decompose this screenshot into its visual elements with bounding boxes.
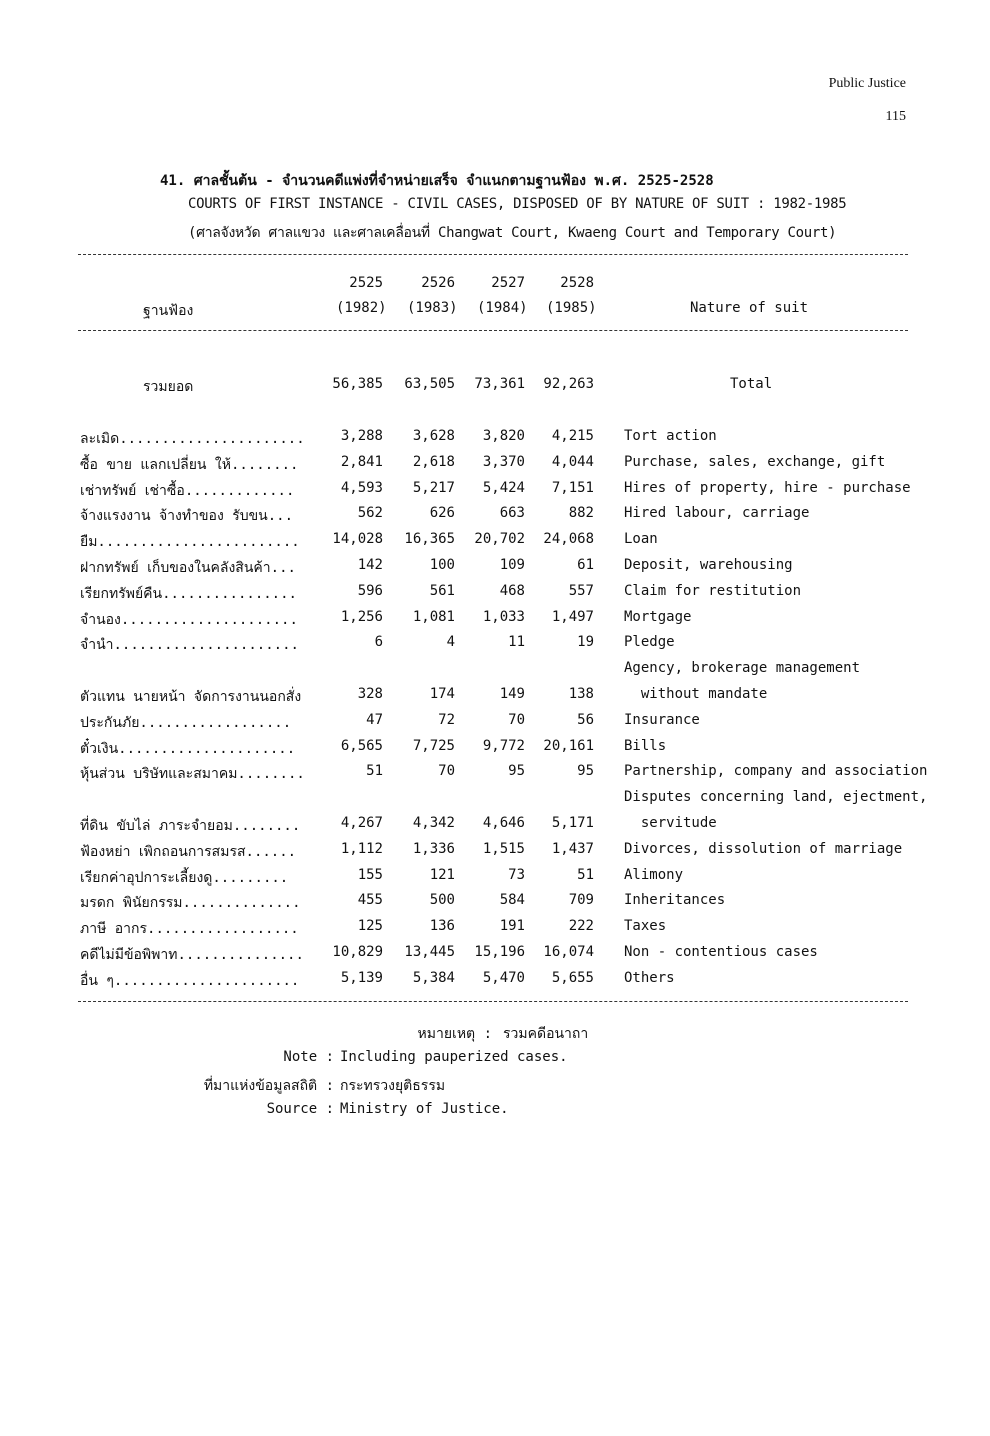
row-value-1984: 584 [499, 892, 525, 908]
total-value: 92,263 [543, 376, 594, 392]
row-value-1985: 20,161 [543, 738, 594, 754]
year-be-3: 2527 [491, 275, 525, 291]
year-ce-1: (1982) [336, 300, 387, 316]
row-value-1982: 47 [366, 712, 383, 728]
row-value-1984: 11 [508, 634, 525, 650]
row-value-1983: 121 [429, 867, 455, 883]
table-subtitle: (ศาลจังหวัด ศาลแขวง และศาลเคลื่อนที่ Changwat Court, Kwaeng Court and Temporary Court) [188, 225, 837, 241]
table-row [0, 918, 990, 944]
table-row [0, 892, 990, 918]
row-label-english: Non - contentious cases [624, 944, 818, 960]
table-row [0, 970, 990, 996]
year-ce-2: (1983) [407, 300, 458, 316]
row-label-thai: ละเมิด...................... [80, 431, 305, 447]
row-value-1984: 3,370 [482, 454, 525, 470]
row-value-1985: 5,655 [551, 970, 594, 986]
row-value-1984: 5,424 [482, 480, 525, 496]
year-ce-4: (1985) [546, 300, 597, 316]
row-value-1983: 626 [429, 505, 455, 521]
total-value: 73,361 [474, 376, 525, 392]
row-value-1984: 73 [508, 867, 525, 883]
table-row [0, 531, 990, 557]
row-value-1985: 222 [568, 918, 594, 934]
row-label-english: without mandate [624, 686, 768, 702]
row-label-thai: ที่ดิน ขับไล่ ภาระจำยอม........ [80, 818, 301, 834]
row-value-1982: 596 [357, 583, 383, 599]
table-row [0, 686, 990, 712]
row-value-1982: 155 [357, 867, 383, 883]
source-thai-label: ที่มาแห่งข้อมูลสถิติ : [203, 1078, 334, 1094]
table-row [0, 738, 990, 764]
row-value-1982: 5,139 [340, 970, 383, 986]
row-label-thai: จำนำ...................... [80, 637, 299, 653]
row-label-english: Taxes [624, 918, 667, 934]
row-value-1984: 95 [508, 763, 525, 779]
note-label: Note : [283, 1049, 334, 1065]
table-row [0, 505, 990, 531]
row-value-1984: 5,470 [482, 970, 525, 986]
row-value-1984: 3,820 [482, 428, 525, 444]
row-value-1984: 20,702 [474, 531, 525, 547]
table-row [0, 583, 990, 609]
row-label-thai: ฝากทรัพย์ เก็บของในคลังสินค้า... [80, 560, 296, 576]
row-label-english: Deposit, warehousing [624, 557, 793, 573]
row-value-1983: 2,618 [412, 454, 455, 470]
row-value-1983: 5,384 [412, 970, 455, 986]
table-row [0, 841, 990, 867]
total-value: 63,505 [404, 376, 455, 392]
row-value-1985: 1,497 [551, 609, 594, 625]
row-value-1985: 5,171 [551, 815, 594, 831]
row-value-1985: 557 [568, 583, 594, 599]
row-value-1983: 1,081 [412, 609, 455, 625]
row-value-1982: 14,028 [332, 531, 383, 547]
row-value-1983: 3,628 [412, 428, 455, 444]
row-label-english: Bills [624, 738, 667, 754]
row-label-thai: เช่าทรัพย์ เช่าซื้อ............. [80, 483, 295, 499]
row-value-1983: 72 [438, 712, 455, 728]
column-head-thai: ฐานฟ้อง [143, 303, 194, 319]
row-value-1985: 4,044 [551, 454, 594, 470]
row-value-1985: 4,215 [551, 428, 594, 444]
row-label-english: Hired labour, carriage [624, 505, 810, 521]
row-label-thai: คดีไม่มีข้อพิพาท............... [80, 947, 304, 963]
table-row [0, 609, 990, 635]
row-value-1985: 19 [577, 634, 594, 650]
year-be-1: 2525 [349, 275, 383, 291]
column-head-english: Nature of suit [690, 300, 809, 316]
row-label-thai: ภาษี อากร.................. [80, 921, 299, 937]
row-label-english: Others [624, 970, 675, 986]
row-value-1984: 149 [499, 686, 525, 702]
bottom-rule [78, 1001, 908, 1002]
table-row [0, 815, 990, 841]
row-value-1982: 125 [357, 918, 383, 934]
row-value-1985: 882 [568, 505, 594, 521]
table-row [0, 944, 990, 970]
row-label-english: Purchase, sales, exchange, gift [624, 454, 886, 470]
row-value-1985: 1,437 [551, 841, 594, 857]
row-value-1983: 70 [438, 763, 455, 779]
row-value-1982: 51 [366, 763, 383, 779]
row-value-1984: 9,772 [482, 738, 525, 754]
table-title-thai: 41. ศาลชั้นต้น - จำนวนคดีแพ่งที่จำหน่ายเสร็จ จำแนกตามฐานฟ้อง พ.ศ. 2525-2528 [160, 173, 714, 189]
table-row [0, 712, 990, 738]
row-label-thai: เรียกค่าอุปการะเลี้ยงดู......... [80, 870, 289, 886]
row-value-1984: 70 [508, 712, 525, 728]
row-value-1983: 16,365 [404, 531, 455, 547]
total-value: 56,385 [332, 376, 383, 392]
row-value-1984: 4,646 [482, 815, 525, 831]
note-text: Including pauperized cases. [340, 1049, 568, 1065]
row-value-1985: 709 [568, 892, 594, 908]
page-number: 115 [885, 109, 906, 124]
row-value-1984: 663 [499, 505, 525, 521]
row-label-english: Agency, brokerage management [624, 660, 861, 676]
table-row [0, 634, 990, 660]
total-label-thai: รวมยอด [143, 379, 194, 395]
remark-thai-label: หมายเหตุ : [417, 1026, 492, 1042]
row-value-1985: 16,074 [543, 944, 594, 960]
row-value-1984: 15,196 [474, 944, 525, 960]
year-ce-3: (1984) [477, 300, 528, 316]
row-value-1983: 136 [429, 918, 455, 934]
row-value-1982: 1,112 [340, 841, 383, 857]
row-value-1982: 142 [357, 557, 383, 573]
row-value-1985: 138 [568, 686, 594, 702]
row-value-1983: 100 [429, 557, 455, 573]
row-value-1985: 95 [577, 763, 594, 779]
row-value-1982: 4,267 [340, 815, 383, 831]
row-label-english: Loan [624, 531, 658, 547]
row-value-1982: 10,829 [332, 944, 383, 960]
row-value-1983: 13,445 [404, 944, 455, 960]
row-label-thai: หุ้นส่วน บริษัทและสมาคม........ [80, 766, 305, 782]
row-label-thai: เรียกทรัพย์คืน................ [80, 586, 297, 602]
row-label-english: Mortgage [624, 609, 692, 625]
row-label-english: Partnership, company and association [624, 763, 928, 779]
row-value-1984: 1,033 [482, 609, 525, 625]
row-label-thai: มรดก พินัยกรรม.............. [80, 895, 301, 911]
table-row [0, 867, 990, 893]
row-value-1983: 4,342 [412, 815, 455, 831]
table-row [0, 480, 990, 506]
row-value-1984: 468 [499, 583, 525, 599]
row-value-1982: 328 [357, 686, 383, 702]
row-value-1982: 455 [357, 892, 383, 908]
row-label-english: Pledge [624, 634, 675, 650]
remark-thai: รวมคดีอนาถา [503, 1026, 589, 1042]
table-title-english: COURTS OF FIRST INSTANCE - CIVIL CASES, DISPOSED OF BY NATURE OF SUIT : 1982-1985 [188, 196, 847, 212]
row-value-1984: 109 [499, 557, 525, 573]
row-value-1983: 1,336 [412, 841, 455, 857]
row-label-thai: อื่น ๆ...................... [80, 973, 300, 989]
table-row [0, 557, 990, 583]
running-head: Public Justice [828, 76, 906, 91]
table-row [0, 763, 990, 789]
row-value-1983: 7,725 [412, 738, 455, 754]
row-label-english: Claim for restitution [624, 583, 802, 599]
row-label-thai: จำนอง..................... [80, 612, 298, 628]
row-label-thai: ซื้อ ขาย แลกเปลี่ยน ให้........ [80, 457, 299, 473]
row-value-1984: 1,515 [482, 841, 525, 857]
row-value-1983: 4 [446, 634, 455, 650]
row-value-1983: 500 [429, 892, 455, 908]
row-label-english: Insurance [624, 712, 700, 728]
source-thai: กระทรวงยุติธรรม [340, 1078, 446, 1094]
row-value-1982: 6,565 [340, 738, 383, 754]
row-value-1982: 6 [374, 634, 383, 650]
row-label-english: Inheritances [624, 892, 726, 908]
table-row [0, 789, 990, 815]
row-label-thai: จ้างแรงงาน จ้างทำของ รับขน... [80, 508, 294, 524]
top-rule [78, 254, 908, 255]
row-value-1982: 562 [357, 505, 383, 521]
row-value-1985: 56 [577, 712, 594, 728]
row-value-1982: 3,288 [340, 428, 383, 444]
row-label-english: Alimony [624, 867, 684, 883]
row-value-1982: 4,593 [340, 480, 383, 496]
table-row [0, 454, 990, 480]
row-value-1984: 191 [499, 918, 525, 934]
row-label-thai: ประกันภัย.................. [80, 715, 292, 731]
row-value-1983: 174 [429, 686, 455, 702]
header-rule [78, 330, 908, 331]
source-text: Ministry of Justice. [340, 1101, 509, 1117]
row-label-thai: ยืม........................ [80, 534, 300, 550]
total-row [0, 376, 990, 402]
row-value-1982: 2,841 [340, 454, 383, 470]
source-label: Source : [266, 1101, 334, 1117]
table-row [0, 660, 990, 686]
row-label-english: Divorces, dissolution of marriage [624, 841, 903, 857]
row-value-1983: 561 [429, 583, 455, 599]
row-value-1985: 7,151 [551, 480, 594, 496]
year-be-2: 2526 [421, 275, 455, 291]
row-label-thai: ฟ้องหย่า เพิกถอนการสมรส...... [80, 844, 297, 860]
row-label-english: servitude [624, 815, 717, 831]
row-label-thai: ตัวแทน นายหน้า จัดการงานนอกสั่ง [80, 689, 302, 705]
row-label-english: Tort action [624, 428, 717, 444]
row-value-1985: 51 [577, 867, 594, 883]
row-value-1983: 5,217 [412, 480, 455, 496]
total-label-english: Total [730, 376, 773, 392]
row-label-thai: ตั๋วเงิน..................... [80, 741, 296, 757]
year-be-4: 2528 [560, 275, 594, 291]
table-row [0, 428, 990, 454]
row-value-1982: 1,256 [340, 609, 383, 625]
row-value-1985: 24,068 [543, 531, 594, 547]
row-label-english: Hires of property, hire - purchase [624, 480, 911, 496]
row-value-1985: 61 [577, 557, 594, 573]
row-label-english: Disputes concerning land, ejectment, [624, 789, 928, 805]
